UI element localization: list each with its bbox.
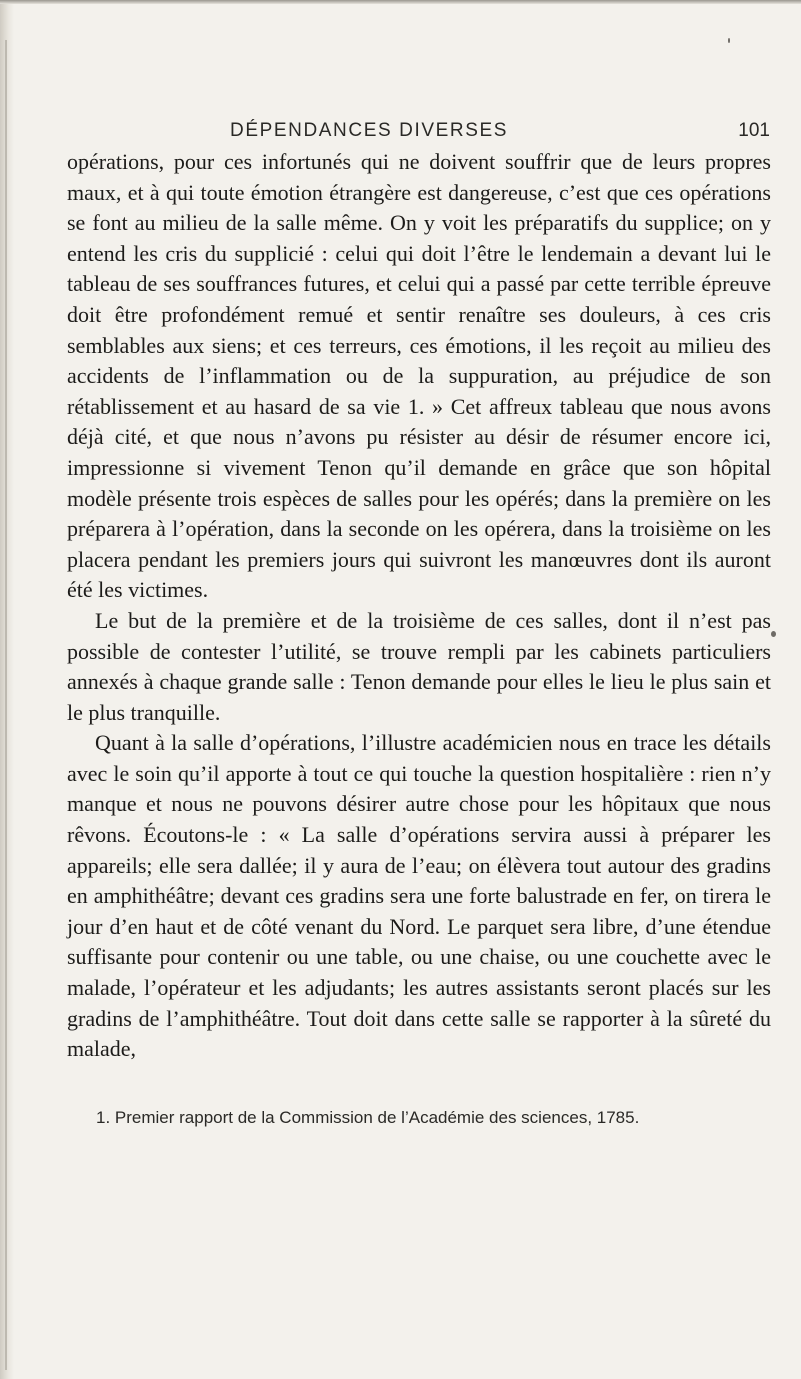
paragraph-2: Le but de la première et de la troisième de ces salles, dont il n’est pas possible de contester l’utilité, se trouve rempli par les cabinets particuliers annexés à chaque grande salle : Tenon demande pour elles le lieu le plus sain et le plus tranquille.	[67, 607, 771, 725]
paragraph-1: opérations, pour ces infortunés qui ne doivent souffrir que de leurs propres maux, et à qui toute émotion étrangère est dangereuse, c’est que ces opérations se font au milieu de la salle même. On y voit les préparatifs du supplice; on y entend les cris du supplicié : celui qui doit l’être le lendemain a devant lui le tableau de ses souffrances futures, et celui qui a passé par cette terrible épreuve doit être profondément remué et sentir renaître ses douleurs, à ces cris semblables aux siens; et ces terreurs, ces émotions, il les reçoit au milieu des accidents de l’inflammation ou de la suppuration, au préjudice de son rétablissement et au hasard de sa vie 1. » Cet affreux tableau que nous avons déjà cité, et que nous n’avons pu résister au désir de résumer encore ici, impressionne si vivement Tenon qu’il demande en grâce que son hôpital modèle présente trois espèces de salles pour les opérés; dans la première on les préparera à l’opération, dans la seconde on les opérera, dans la troisième on les placera pendant les premiers jours qui suivront les manœuvres dont ils auront été les victimes.	[67, 149, 771, 603]
page-edge-shadow	[0, 0, 14, 1379]
binding-gutter-line	[5, 40, 7, 1370]
body-text	[67, 147, 771, 1065]
footnote: 1. Premier rapport de la Commission de l’Académie des sciences, 1785.	[96, 1108, 640, 1127]
page-top-edge	[0, 0, 801, 4]
running-head	[230, 120, 770, 144]
print-speck	[728, 38, 730, 43]
print-speck	[771, 631, 776, 637]
paragraph-3: Quant à la salle d’opérations, l’illustre académicien nous en trace les détails avec le soin qu’il apporte à tout ce qui touche la question hospitalière : rien n’y manque et nous ne pouvons désirer autre chose pour les hôpitaux que nous rêvons. Écoutons-le : « La salle d’opérations servira aussi à préparer les appareils; elle sera dallée; il y aura de l’eau; on élèvera tout autour des gradins en amphithéâtre; devant ces gradins sera une forte balustrade en fer, on tirera le jour d’en haut et de côté venant du Nord. Le parquet sera libre, d’une étendue suffisante pour contenir ou une table, ou une chaise, ou une couchette avec le malade, l’opérateur et les adjudants; les autres assistants seront placés sur les gradins de l’amphithéâtre. Tout doit dans cette salle se rapporter à la sûreté du malade,	[67, 730, 771, 1062]
running-title: DÉPENDANCES DIVERSES	[230, 120, 509, 141]
page-number: 101	[738, 120, 770, 141]
